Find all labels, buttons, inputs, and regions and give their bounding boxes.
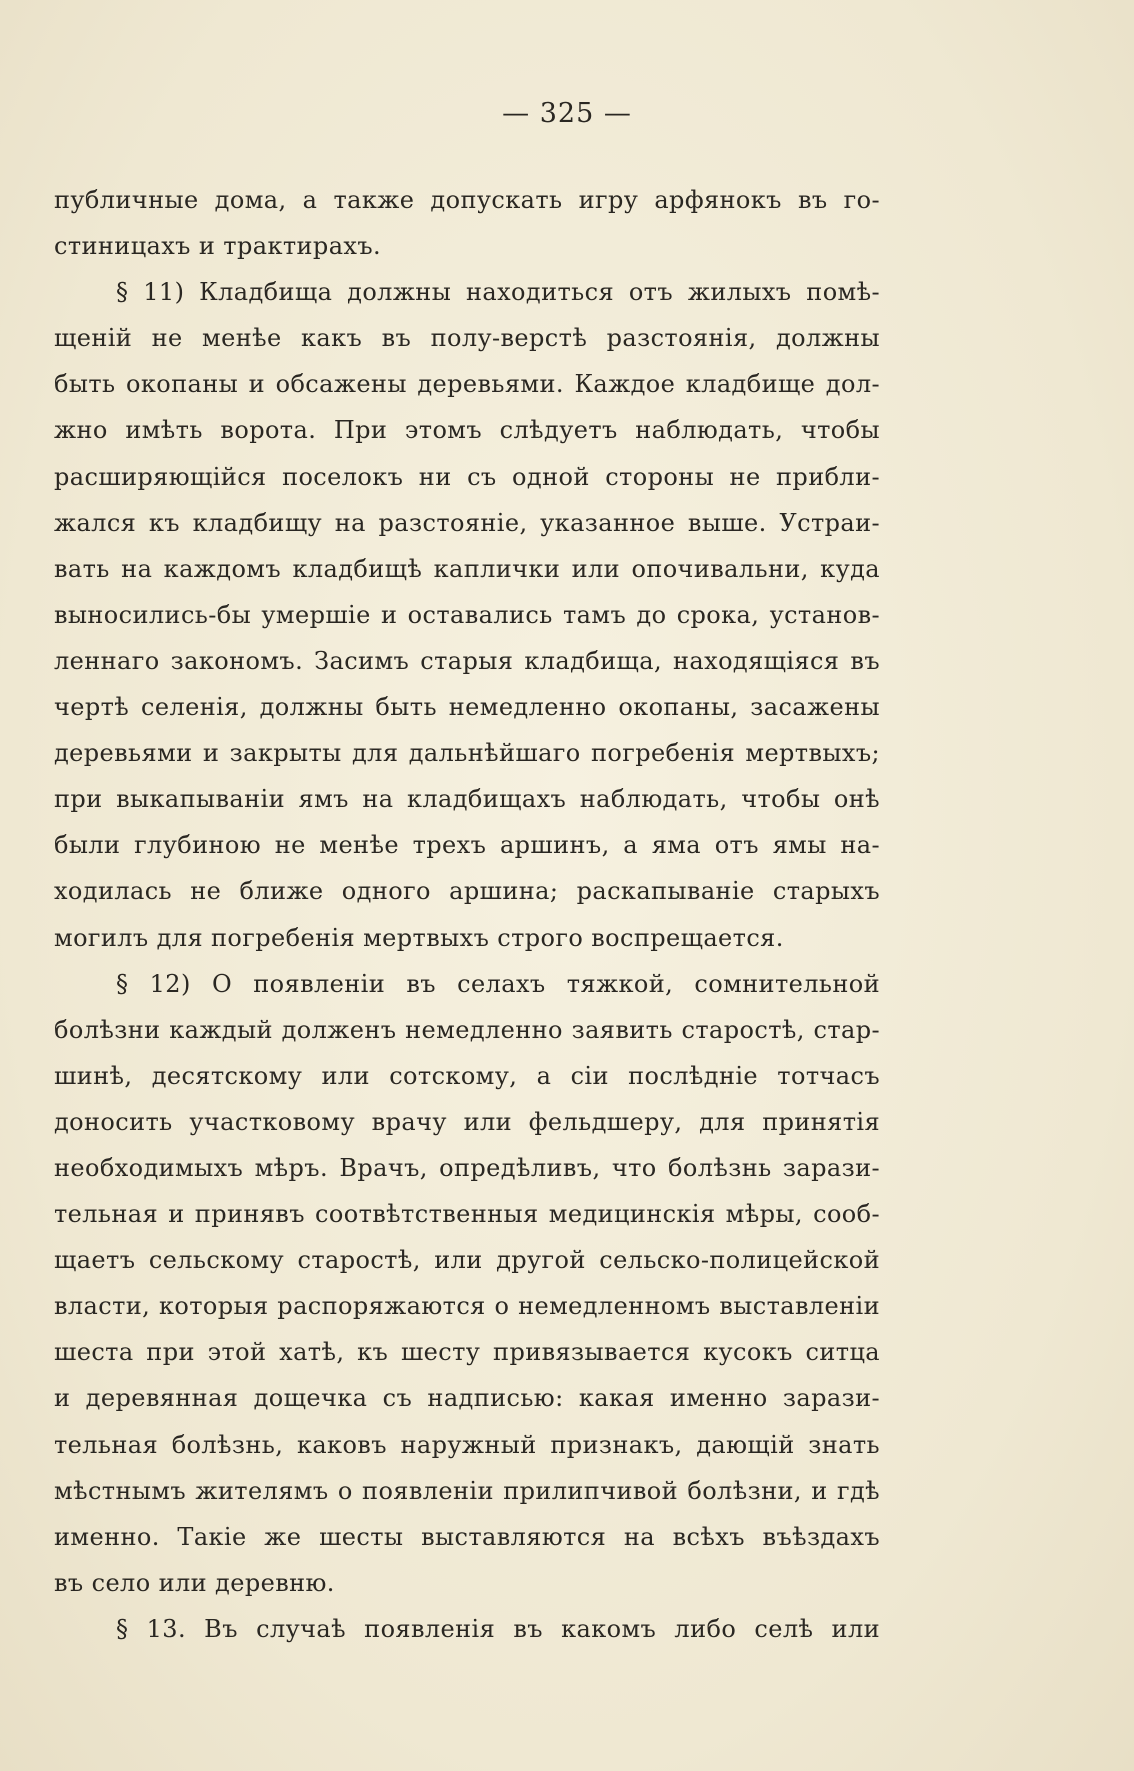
text-line: деревьями и закрыты для дальнѣйшаго погребенія мертвыхъ; <box>54 739 880 768</box>
text-line: власти, которыя распоряжаются о немедленномъ выставленіи <box>54 1292 880 1321</box>
text-line: леннаго закономъ. Засимъ старыя кладбища, находящіяся въ <box>54 646 880 675</box>
section-12-heading-line: § 12) О появленіи въ селахъ тяжкой, сомнительной <box>116 969 880 998</box>
text-line: были глубиною не менѣе трехъ аршинъ, а яма отъ ямы на- <box>54 831 880 860</box>
text-line: щеній не менѣе какъ въ полу-верстѣ разстоянія, должны <box>54 324 880 353</box>
text-line: жался къ кладбищу на разстояніе, указанное выше. Устраи- <box>54 508 880 537</box>
text-line: выносились-бы умершіе и оставались тамъ до срока, установ- <box>54 600 880 629</box>
text-line: шинѣ, десятскому или сотскому, а сіи послѣдніе тотчасъ <box>54 1061 880 1090</box>
text-line: и деревянная дощечка съ надписью: какая именно зарази- <box>54 1384 880 1413</box>
body-text <box>54 177 880 1652</box>
text-line: щаетъ сельскому старостѣ, или другой сельско-полицейской <box>54 1246 880 1275</box>
text-line: чертѣ селенія, должны быть немедленно окопаны, засажены <box>54 693 880 722</box>
text-line: шеста при этой хатѣ, къ шесту привязывается кусокъ ситца <box>54 1338 880 1367</box>
text-line: при выкапываніи ямъ на кладбищахъ наблюдать, чтобы онѣ <box>54 785 880 814</box>
section-13-heading-line: § 13. Въ случаѣ появленія въ какомъ либо селѣ или <box>116 1614 880 1643</box>
text-line: публичные дома, а также допускать игру арфянокъ въ го- <box>54 186 880 214</box>
text-line: могилъ для погребенія мертвыхъ строго воспрещается. <box>54 923 784 952</box>
text-line: жно имѣть ворота. При этомъ слѣдуетъ наблюдать, чтобы <box>54 416 880 445</box>
text-line: доносить участковому врачу или фельдшеру, для принятія <box>54 1107 880 1136</box>
text-line: ходилась не ближе одного аршина; раскапываніе старыхъ <box>54 877 880 906</box>
text-line: вать на каждомъ кладбищѣ каплички или опочивальни, куда <box>54 554 880 583</box>
text-line: расширяющійся поселокъ ни съ одной стороны не прибли- <box>54 462 880 491</box>
text-line: болѣзни каждый долженъ немедленно заявить старостѣ, стар- <box>54 1015 880 1044</box>
page-number: — 325 — <box>502 98 632 129</box>
text-line: тельная болѣзнь, каковъ наружный признакъ, дающій знать <box>54 1430 880 1459</box>
text-line: стиницахъ и трактирахъ. <box>54 232 382 261</box>
text-line: необходимыхъ мѣръ. Врачъ, опредѣливъ, что болѣзнь зарази- <box>54 1153 880 1182</box>
section-11-heading-line: § 11) Кладбища должны находиться отъ жилыхъ помѣ- <box>116 278 880 307</box>
text-line: быть окопаны и обсажены деревьями. Каждое кладбище дол- <box>54 370 880 399</box>
text-line: именно. Такіе же шесты выставляются на всѣхъ въѣздахъ <box>54 1522 880 1551</box>
text-line: мѣстнымъ жителямъ о появленіи прилипчивой болѣзни, и гдѣ <box>54 1476 880 1505</box>
text-line: въ село или деревню. <box>54 1568 335 1597</box>
text-line: тельная и принявъ соотвѣтственныя медицинскія мѣры, сооб- <box>54 1200 880 1229</box>
